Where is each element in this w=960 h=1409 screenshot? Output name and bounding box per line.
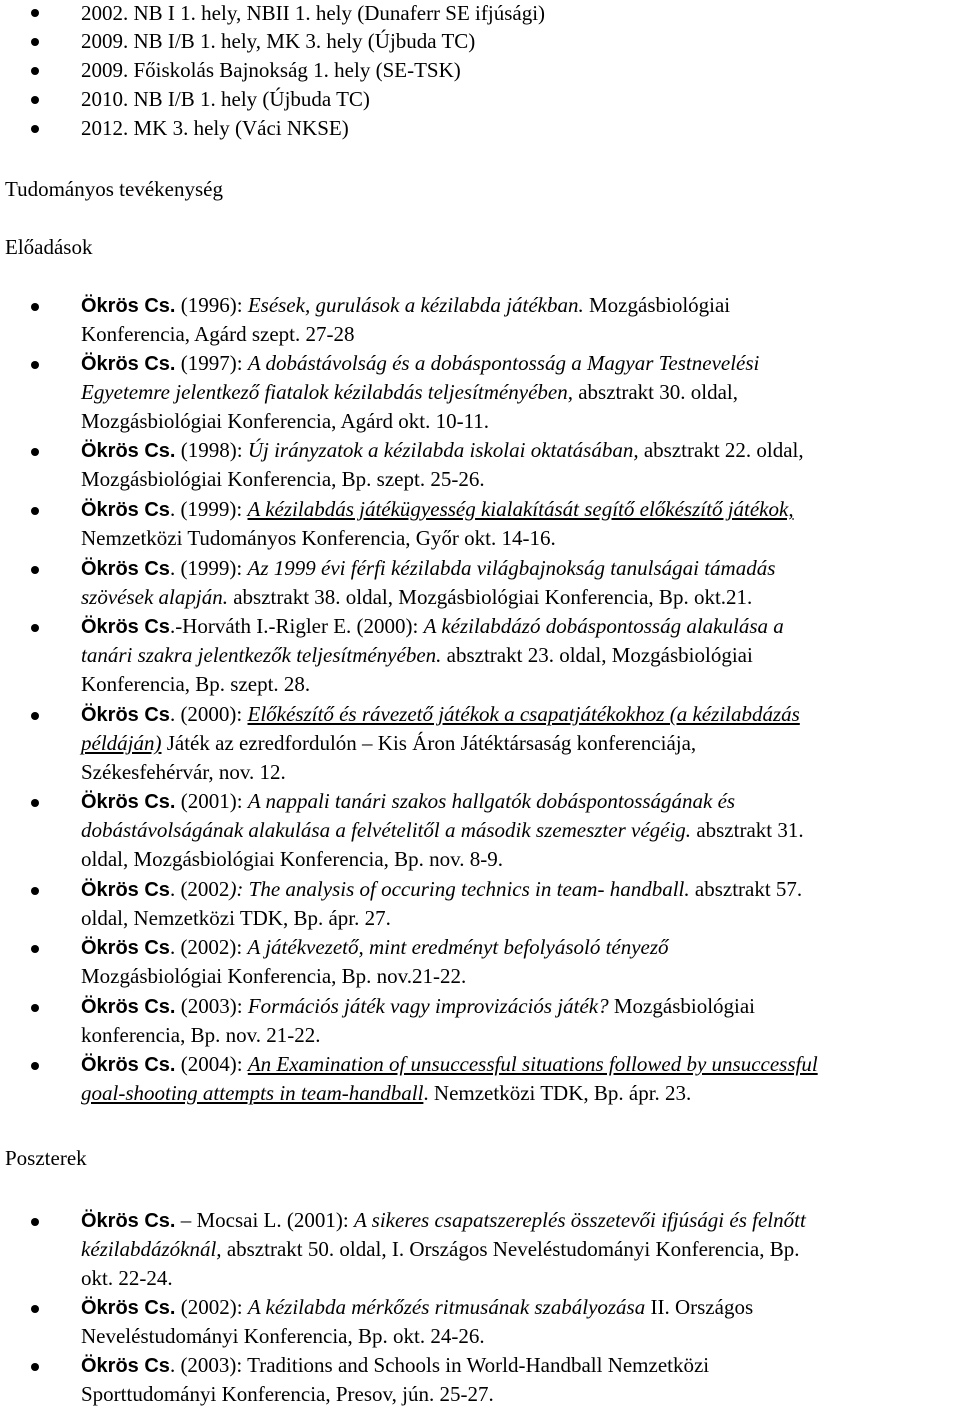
section-heading-posters: Poszterek xyxy=(5,1146,87,1170)
lecture-item-cont: oldal, Nemzetközi TDK, Bp. ápr. 27. xyxy=(81,906,391,930)
lecture-item-cont: Mozgásbiológiai Konferencia, Bp. nov.21-22. xyxy=(81,964,467,988)
result-item: 2009. Főiskolás Bajnokság 1. hely (SE-TSK) xyxy=(81,58,461,82)
poster-item: Ökrös Cs. (2002): A kézilabda mérkőzés ritmusának szabályozása II. Országos xyxy=(81,1295,754,1319)
lecture-item-cont: goal-shooting attempts in team-handball. Nemzetközi TDK, Bp. ápr. 23. xyxy=(81,1081,692,1105)
poster-item: Ökrös Cs. – Mocsai L. (2001): A sikeres csapatszereplés összetevői ifjúsági és felnőtt xyxy=(81,1208,806,1232)
lecture-item: Ökrös Cs.-Horváth I.-Rigler E. (2000): A kézilabdázó dobáspontosság alakulása a xyxy=(81,614,784,638)
lecture-item: Ökrös Cs. (2002): The analysis of occuring technics in team- handball. absztrakt 57. xyxy=(81,877,803,901)
bullet xyxy=(31,799,39,807)
bullet xyxy=(31,67,39,75)
lecture-item-cont: konferencia, Bp. nov. 21-22. xyxy=(81,1023,321,1047)
bullet xyxy=(31,9,39,17)
bullet xyxy=(31,1218,39,1226)
poster-item: Ökrös Cs. (2003): Traditions and Schools in World-Handball Nemzetközi xyxy=(81,1353,710,1377)
bullet xyxy=(31,1363,39,1371)
lecture-item: Ökrös Cs. (1999): A kézilabdás játékügyesség kialakítását segítő előkészítő játékok, xyxy=(81,497,794,521)
bullet xyxy=(31,96,39,104)
lecture-item: Ökrös Cs. (2001): A nappali tanári szakos hallgatók dobáspontosságának és xyxy=(81,789,736,813)
bullet xyxy=(31,566,39,574)
result-item: 2012. MK 3. hely (Váci NKSE) xyxy=(81,116,349,140)
section-heading-science: Tudományos tevékenység xyxy=(5,177,223,201)
poster-item-cont: Sporttudományi Konferencia, Presov, jún. 25-27. xyxy=(81,1382,494,1406)
result-item: 2010. NB I/B 1. hely (Újbuda TC) xyxy=(81,87,370,111)
lecture-item-cont: Mozgásbiológiai Konferencia, Bp. szept. 25-26. xyxy=(81,467,485,491)
lecture-item-cont: oldal, Mozgásbiológiai Konferencia, Bp. nov. 8-9. xyxy=(81,847,504,871)
bullet xyxy=(31,1305,39,1313)
bullet xyxy=(31,125,39,133)
bullet xyxy=(31,361,39,369)
bullet xyxy=(31,1062,39,1070)
bullet xyxy=(31,303,39,311)
result-item: 2009. NB I/B 1. hely, MK 3. hely (Újbuda TC) xyxy=(81,29,476,53)
lecture-item-cont: Egyetemre jelentkező fiatalok kézilabdás teljesítményében, absztrakt 30. oldal, xyxy=(81,380,739,404)
lecture-item-cont: Székesfehérvár, nov. 12. xyxy=(81,760,286,784)
lecture-item: Ökrös Cs. (2004): An Examination of unsuccessful situations followed by unsuccessful xyxy=(81,1052,818,1076)
bullet xyxy=(31,38,39,46)
lecture-item: Ökrös Cs. (1996): Esések, gurulások a kézilabda játékban. Mozgásbiológiai xyxy=(81,293,731,317)
lecture-item-cont: Nemzetközi Tudományos Konferencia, Győr okt. 14-16. xyxy=(81,526,556,550)
lecture-item: Ökrös Cs. (2000): Előkészítő és rávezető játékok a csapatjátékokhoz (a kézilabdázás xyxy=(81,702,800,726)
lecture-item-cont: dobástávolságának alakulása a felvételitől a második szemeszter végéig. absztrakt 31. xyxy=(81,818,804,842)
lecture-item: Ökrös Cs. (1999): Az 1999 évi férfi kézilabda világbajnokság tanulságai támadás xyxy=(81,556,776,580)
bullet xyxy=(31,887,39,895)
lecture-item: Ökrös Cs. (1997): A dobástávolság és a dobáspontosság a Magyar Testnevelési xyxy=(81,351,760,375)
lecture-item-cont: példáján) Játék az ezredfordulón – Kis Áron Játéktársaság konferenciája, xyxy=(81,731,697,755)
poster-item-cont: kézilabdázóknál, absztrakt 50. oldal, I. Országos Neveléstudományi Konferencia, Bp. xyxy=(81,1237,800,1261)
bullet xyxy=(31,624,39,632)
lecture-item-cont: Konferencia, Agárd szept. 27-28 xyxy=(81,322,355,346)
bullet xyxy=(31,1004,39,1012)
lecture-item-cont: tanári szakra jelentkezők teljesítményében. absztrakt 23. oldal, Mozgásbiológiai xyxy=(81,643,753,667)
lecture-item-cont: Konferencia, Bp. szept. 28. xyxy=(81,672,311,696)
bullet xyxy=(31,507,39,515)
lecture-item-cont: szövések alapján. absztrakt 38. oldal, Mozgásbiológiai Konferencia, Bp. okt.21. xyxy=(81,585,753,609)
lecture-item: Ökrös Cs. (2002): A játékvezető, mint eredményt befolyásoló tényező xyxy=(81,935,669,959)
section-heading-lectures: Előadások xyxy=(5,235,93,259)
bullet xyxy=(31,448,39,456)
lecture-item: Ökrös Cs. (1998): Új irányzatok a kézilabda iskolai oktatásában, absztrakt 22. oldal, xyxy=(81,438,804,462)
lecture-item-cont: Mozgásbiológiai Konferencia, Agárd okt. 10-11. xyxy=(81,409,490,433)
result-item: 2002. NB I 1. hely, NBII 1. hely (Dunaferr SE ifjúsági) xyxy=(81,1,546,25)
lecture-item: Ökrös Cs. (2003): Formációs játék vagy improvizációs játék? Mozgásbiológiai xyxy=(81,994,756,1018)
bullet xyxy=(31,945,39,953)
poster-item-cont: Neveléstudományi Konferencia, Bp. okt. 24-26. xyxy=(81,1324,485,1348)
bullet xyxy=(31,712,39,720)
poster-item-cont: okt. 22-24. xyxy=(81,1266,173,1290)
